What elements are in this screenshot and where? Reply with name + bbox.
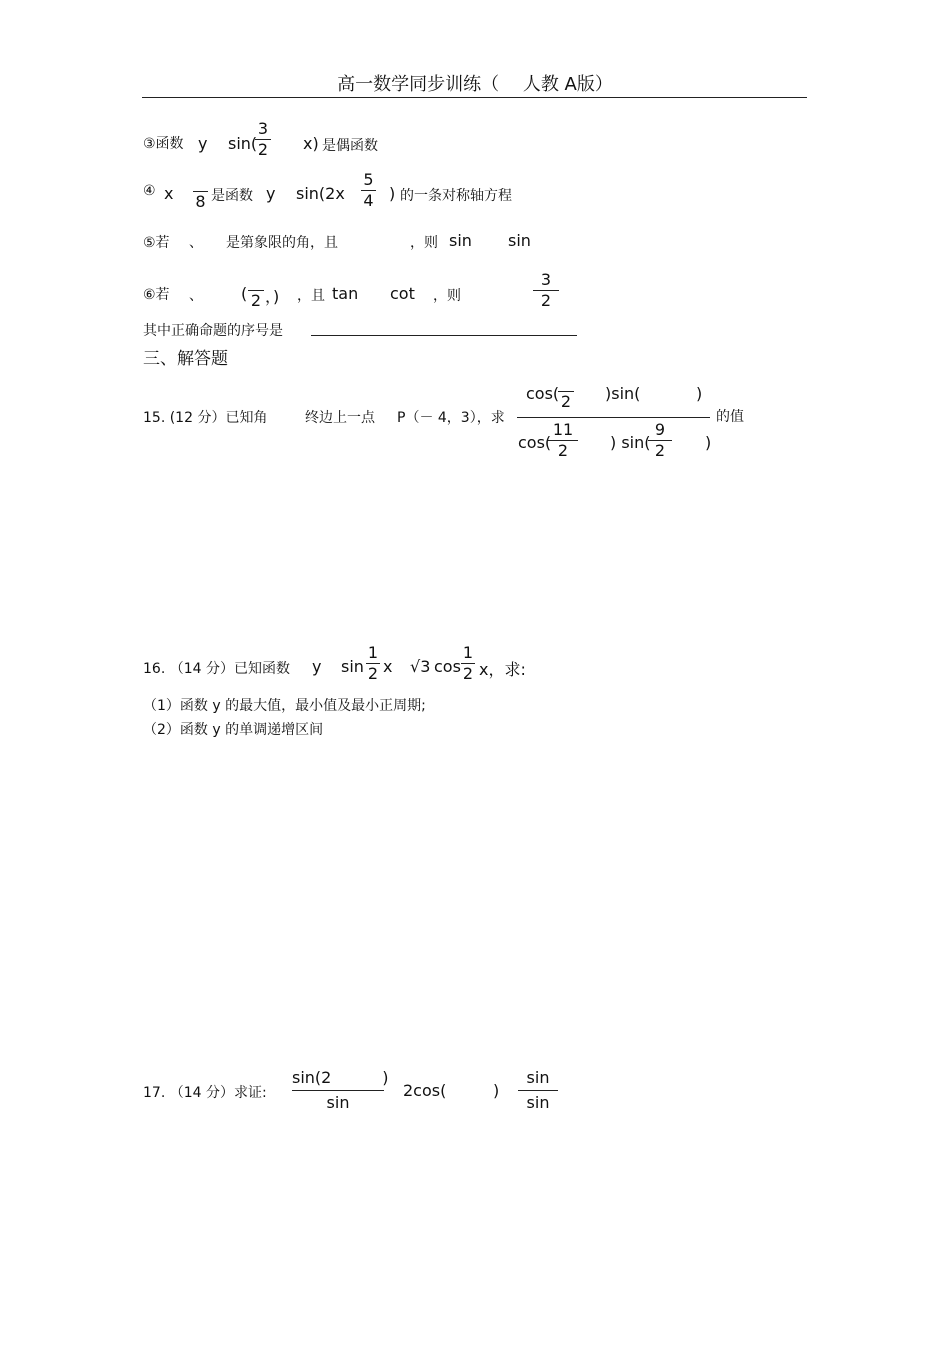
q15-bot-frac-num: 11 (552, 420, 574, 439)
item4-frac1-den: 8 (195, 192, 206, 211)
item3-x: x) (303, 134, 319, 153)
item6-fraction-2 (533, 271, 559, 310)
item6-frac2-num: 3 (540, 270, 552, 289)
item4-frac2-num: 5 (363, 170, 374, 189)
item3-y: y (198, 134, 208, 153)
item3-sin: sin( (228, 134, 258, 153)
item6-marker: ⑥若 (143, 287, 170, 303)
section-title: 三、解答题 (143, 349, 228, 369)
item4-frac2-den: 4 (363, 191, 374, 210)
q15-top-fraction (558, 379, 574, 411)
item4-marker: ④ (143, 183, 156, 199)
item6-frac2-den: 2 (540, 291, 552, 310)
q15-top-close: ) (696, 384, 703, 403)
q15-tail: 的值 (716, 409, 744, 425)
q17-rhs-den: sin (526, 1093, 550, 1112)
q17-lhs-den: sin (326, 1093, 350, 1112)
q15-top-cos: cos( (526, 384, 560, 403)
item6-comma: 、 (189, 288, 203, 304)
item5-sin-1: sin (449, 231, 472, 250)
q15-bot-close: ) (705, 433, 712, 452)
q15-label: 15. (12 分）已知角 (143, 410, 268, 426)
q16-cos: cos (434, 657, 461, 676)
item6-then: ，则 (433, 288, 461, 304)
item5-comma: 、 (189, 235, 203, 251)
q16-frac2-den: 2 (462, 664, 474, 683)
fraction-bar (292, 1090, 384, 1091)
q16-y: y (312, 657, 322, 676)
q16-x2: x，求: (479, 660, 526, 679)
q16-frac2-num: 1 (462, 643, 474, 662)
q15-bot-sin: ) sin( (610, 433, 651, 452)
item6-open: ( (241, 284, 248, 303)
q16-fraction-1 (366, 644, 380, 683)
q16-sin: sin (341, 657, 364, 676)
item4-fraction-1 (193, 172, 208, 211)
q17-mid-close: ) (493, 1081, 500, 1100)
item5-sin-2: sin (508, 231, 531, 250)
q17-lhs-fraction (292, 1068, 389, 1112)
q17-mid: 2cos( (403, 1081, 447, 1100)
q17-rhs-num: sin (526, 1068, 550, 1087)
q16-fraction-2 (461, 644, 475, 683)
q15-bot-frac2-den: 2 (654, 441, 666, 460)
item4-sin: sin(2x (296, 184, 345, 203)
q15-bot-fraction (548, 421, 578, 460)
q15-top-sin: )sin( (605, 384, 641, 403)
q16-sqrt: √3 (410, 657, 431, 676)
answer-blank[interactable] (311, 335, 577, 336)
q16-part-2: （2）函数 y 的单调递增区间 (143, 722, 324, 738)
item6-cot: cot (390, 284, 415, 303)
page-header-title: 高一数学同步训练（ 人教 A版） (337, 74, 613, 95)
q17-rhs-fraction (518, 1069, 558, 1112)
item4-y: y (266, 184, 276, 203)
item4-x: x (164, 184, 174, 203)
item6-fraction (248, 278, 264, 310)
item4-fraction-2 (361, 171, 376, 210)
answer-label: 其中正确命题的序号是 (143, 323, 283, 339)
q16-frac1-den: 2 (367, 664, 379, 683)
item6-frac-den: 2 (250, 291, 262, 310)
fraction-bar (518, 1090, 558, 1091)
q15-point: P（－ 4，3），求 (397, 410, 505, 426)
q15-bot-fraction-2 (648, 421, 672, 460)
q16-part-1: （1）函数 y 的最大值，最小值及最小正周期; (143, 698, 426, 714)
item3-frac-den: 2 (257, 140, 269, 159)
q16-x1: x (383, 657, 393, 676)
item4-mid: 是函数 (211, 188, 253, 204)
q15-top-frac-den: 2 (560, 392, 572, 411)
q15-bot-frac2-num: 9 (654, 420, 666, 439)
q15-mid: 终边上一点 (305, 410, 375, 426)
q16-frac1-num: 1 (367, 643, 379, 662)
header-rule (142, 97, 807, 98)
item3-fraction (255, 120, 271, 159)
item5-marker: ⑤若 (143, 235, 170, 251)
item3-frac-num: 3 (257, 119, 269, 138)
item5-mid: 是第象限的角，且 (226, 235, 338, 251)
item4-frac1-num (193, 172, 208, 190)
item5-then: ，则 (410, 235, 438, 251)
item4-close: ) (389, 184, 396, 203)
item3-tail: 是偶函数 (322, 138, 378, 154)
item3-marker: ③函数 (143, 136, 184, 152)
q15-bot-cos: cos( (518, 433, 552, 452)
q15-bot-frac-den: 2 (557, 441, 569, 460)
item4-tail: 的一条对称轴方程 (400, 188, 512, 204)
q15-main-fraction-bar (517, 417, 710, 418)
item6-tan: tan (332, 284, 359, 303)
q16-label: 16. （14 分）已知函数 (143, 661, 290, 677)
q17-lhs-num: sin(2 ) (292, 1068, 389, 1087)
item6-close: ，) (265, 287, 280, 306)
item6-and: ，且 (297, 288, 325, 304)
q17-label: 17. （14 分）求证: (143, 1085, 267, 1101)
